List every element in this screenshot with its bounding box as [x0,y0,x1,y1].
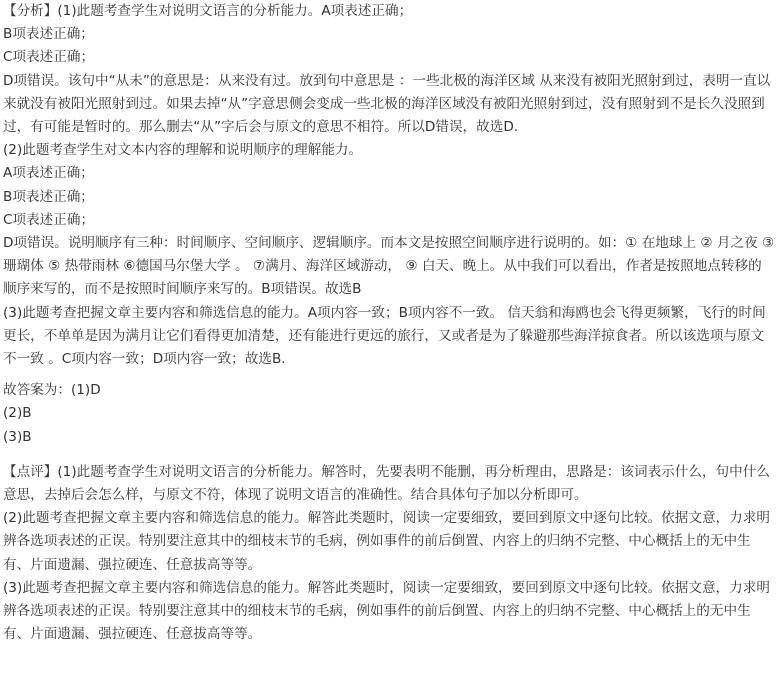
analysis-item-b: B项表述正确； [3,26,94,43]
analysis-q2-heading: (2)此题考查学生对文本内容的理解和说明顺序的理解能力。 [3,142,363,159]
analysis-q3: (3)此题考查把握文章主要内容和筛选信息的能力。A项内容一致；B项内容不一致。 信天翁和海鸥也会飞得更频繁，飞行的时间更长，不单单是因为满月让它们看得更加清楚，还有能进行更远的旅行，又或者是为了躲避那些海洋掠食者。所以该选项与原文不一致 。C项内容一致；D项内容一致；故选B. [3,304,766,368]
analysis-q2-item-b: B项表述正确； [3,188,94,205]
answer-line-2: (2)B [3,405,32,422]
comment-q1: 【点评】(1)此题考查学生对说明文语言的分析能力。解答时，先要表明不能删，再分析理由，思路是：该词表示什么，句中什么意思，去掉后会怎么样，与原文不符，体现了说明文语言的准确性。结合具体句子加以分析即可。 [3,463,770,504]
analysis-heading-line: 【分析】(1)此题考查学生对说明文语言的分析能力。A项表述正确； [3,3,413,19]
spacer [3,371,775,379]
solution-content [3,0,775,646]
comment-q3: (3)此题考查把握文章主要内容和筛选信息的能力。解答此类题时，阅读一定要细致，要回到原文中逐句比较。依据文意，力求明辨各选项表述的正误。特别要注意其中的细枝末节的毛病，例如事件的前后倒置、内容上的归纳不完整、中心概括上的无中生有、片面遗漏、强拉硬连、任意拔高等等。 [3,579,770,643]
analysis-item-d: D项错误。该句中“从未”的意思是：从来没有过。放到句中意思是 ：一些北极的海洋区域 从来没有被阳光照射到过，表明一直以来就没有被阳光照射到过。如果去掉“从”字意思侧会变成一些北极的海洋区域没有被阳光照射到过，没有照射到不是长久没照到过，有可能是暂时的。那么删去“从”字后会与原文的意思不相符。所以D错误，故选D. [3,72,771,136]
answer-line-3: (3)B [3,428,32,445]
comment-q2: (2)此题考查把握文章主要内容和筛选信息的能力。解答此类题时，阅读一定要细致，要回到原文中逐句比较。依据文意，力求明辨各选项表述的正误。特别要注意其中的细枝末节的毛病，例如事件的前后倒置、内容上的归纳不完整、中心概括上的无中生有、片面遗漏、强拉硬连、任意拔高等等。 [3,510,770,573]
analysis-q2-item-a: A项表述正确； [3,165,94,182]
analysis-q2-item-d: D项错误。说明顺序有三种：时间顺序、空间顺序、逻辑顺序。而本文是按照空间顺序进行说明的。如：① 在地球上 ② 月之夜 ③ 珊瑚体 ⑤ 热带雨林 ⑥德国马尔堡大学 。 ⑦满月、海洋区域游动， ⑨ 白天、晚上。从中我们可以看出，作者是按照地点转移的顺序来写的，而不是按照时间顺序来写的。B项错误。故选B [3,235,775,298]
answer-line-1: 故答案为：(1)D [3,382,101,399]
analysis-item-c: C项表述正确； [3,49,95,66]
analysis-q2-item-c: C项表述正确； [3,211,95,228]
spacer [3,449,775,461]
